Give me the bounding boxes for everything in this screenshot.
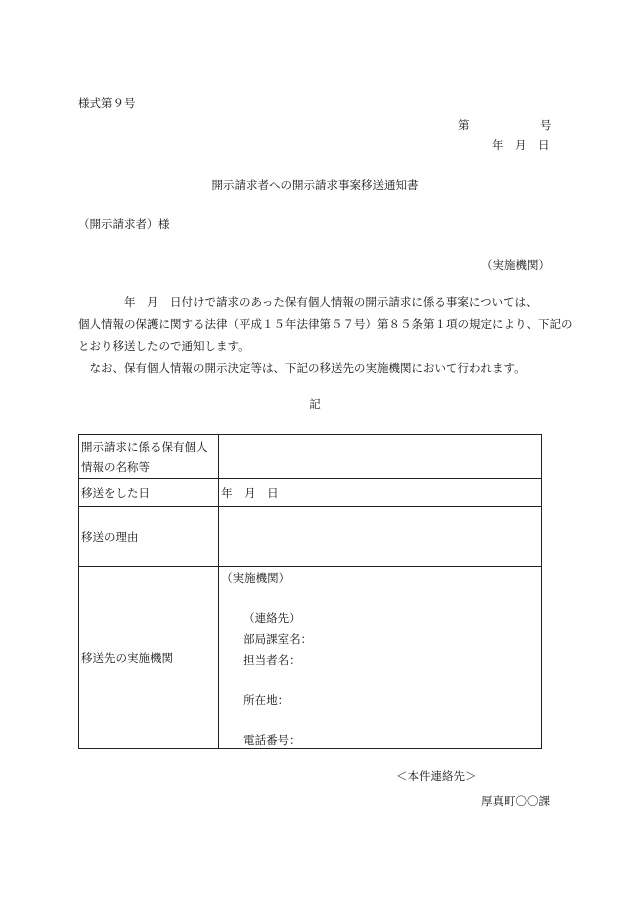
- row-label-reason: 移送の理由: [79, 507, 219, 567]
- destination-person: 担当者名：: [243, 653, 301, 667]
- body-line: 年 月 日付けで請求のあった保有個人情報の開示請求に係る事案については、: [78, 295, 538, 309]
- row-value-transfer-date: 年 月 日: [219, 479, 542, 507]
- sender-agency: （実施機関）: [481, 258, 550, 272]
- issue-date: 年 月 日: [492, 138, 550, 152]
- body-line: なお、保有個人情報の開示決定等は、下記の移送先の実施機関において行われます。: [78, 361, 526, 375]
- ki-heading: 記: [309, 397, 321, 411]
- row-value-reason: [219, 507, 542, 567]
- table-row: [79, 507, 542, 567]
- transfer-details-table: [78, 434, 542, 749]
- row-value-info-name: [219, 435, 542, 479]
- destination-contact: （連絡先）: [243, 611, 301, 625]
- table-row: [79, 567, 542, 749]
- body-line: とおり移送したので通知します。: [78, 339, 250, 353]
- addressee-honorific: 様: [158, 217, 170, 231]
- doc-number-suffix: 号: [540, 118, 552, 132]
- destination-address: 所在地：: [243, 693, 290, 707]
- addressee-name: （開示請求者）: [78, 217, 159, 231]
- contact-section: 厚真町〇〇課: [481, 794, 550, 808]
- destination-agency: （実施機関）: [221, 571, 291, 585]
- destination-department: 部局課室名：: [243, 632, 313, 646]
- notice-body: [78, 291, 573, 379]
- form-number: 様式第９号: [78, 96, 136, 110]
- row-label-info-name: [79, 435, 219, 479]
- destination-phone: 電話番号：: [243, 733, 301, 747]
- table-row: [79, 479, 542, 507]
- doc-number-prefix: 第: [458, 118, 470, 132]
- row-label-line: 情報の名称等: [81, 459, 150, 474]
- document-title: 開示請求者への開示請求事案移送通知書: [211, 178, 419, 192]
- row-value-destination: [219, 567, 542, 749]
- table-row: [79, 435, 542, 479]
- row-label-transfer-date: 移送をした日: [79, 479, 219, 507]
- row-label-line: 開示請求に係る保有個人: [81, 439, 208, 454]
- body-line: 個人情報の保護に関する法律（平成１５年法律第５７号）第８５条第１項の規定により、下記の: [78, 317, 573, 331]
- contact-label: ＜本件連絡先＞: [396, 769, 477, 783]
- row-label-destination: 移送先の実施機関: [79, 567, 219, 749]
